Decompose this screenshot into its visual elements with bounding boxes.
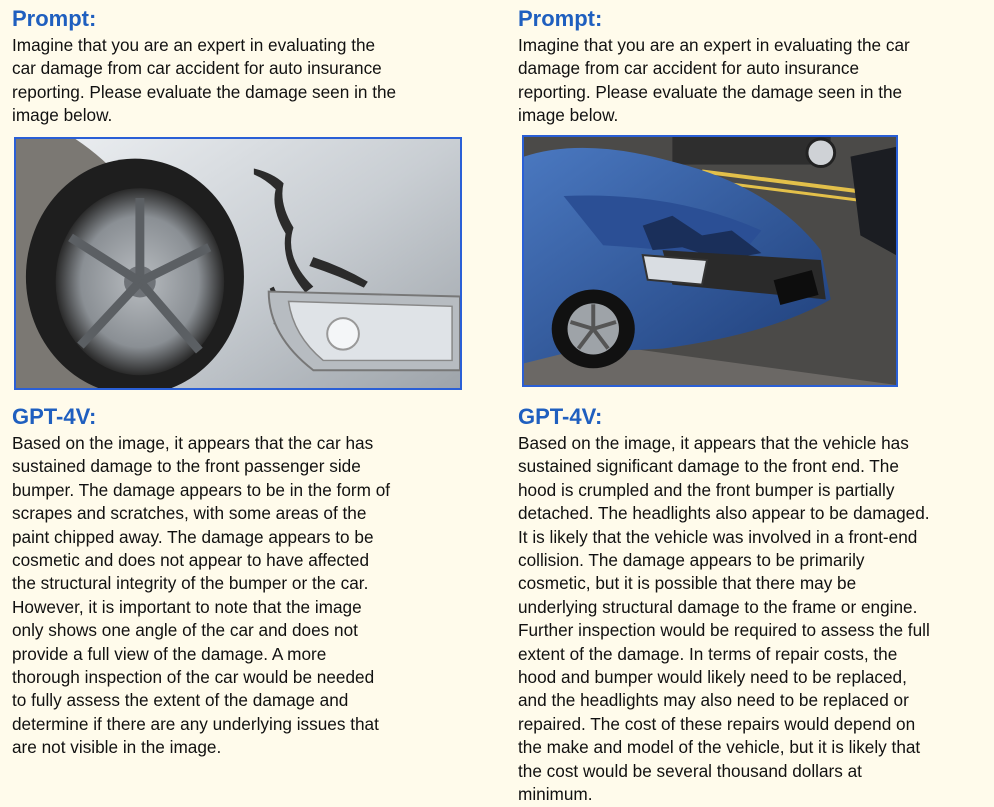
- car-scratch-photo: [14, 137, 462, 390]
- crashed-blue-car-photo: [522, 135, 898, 387]
- car-scratch-icon: [16, 139, 460, 388]
- prompt-heading: Prompt:: [518, 6, 603, 31]
- prompt-text: Imagine that you are an expert in evaluating the car damage from car accident for auto insurance reporting. Please evaluate the damage seen in the image below.: [12, 35, 397, 126]
- gpt4v-response-text: Based on the image, it appears that the car has sustained damage to the front passenger side bumper. The damage appears to be in the form of scrapes and scratches, with some areas of the paint chipped away. The damage appears to be cosmetic and does not appear to have affected the structural integrity of the bumper or the car. However, it is important to note that the image only shows one angle of the car and does not provide a full view of the damage. A more thorough inspection of the car would be needed to fully assess the extent of the damage and determine if there are any underlying issues that are not visible in the image.: [12, 433, 391, 758]
- gpt4v-heading: GPT-4V:: [12, 404, 97, 429]
- prompt-heading: Prompt:: [12, 6, 97, 31]
- gpt4v-response-text: Based on the image, it appears that the vehicle has sustained significant damage to the front end. The hood is crumpled and the front bumper is partially detached. The headlights also appear to be damaged. It is likely that the vehicle was involved in a front-end collision. The damage appears to be primarily cosmetic, but it is possible that there may be underlying structural damage to the frame or engine. Further inspection would be required to assess the full extent of the damage. In terms of repair costs, the hood and bumper would likely need to be replaced, and the headlights may also need to be replaced or repaired. The cost of these repairs would depend on the make and model of the vehicle, but it is likely that the cost would be several thousand dollars at minimum.: [518, 433, 930, 805]
- crashed-car-icon: [524, 137, 896, 385]
- gpt4v-heading: GPT-4V:: [518, 404, 603, 429]
- prompt-text: Imagine that you are an expert in evaluating the car damage from car accident for auto insurance reporting. Please evaluate the damage seen in the image below.: [518, 35, 910, 126]
